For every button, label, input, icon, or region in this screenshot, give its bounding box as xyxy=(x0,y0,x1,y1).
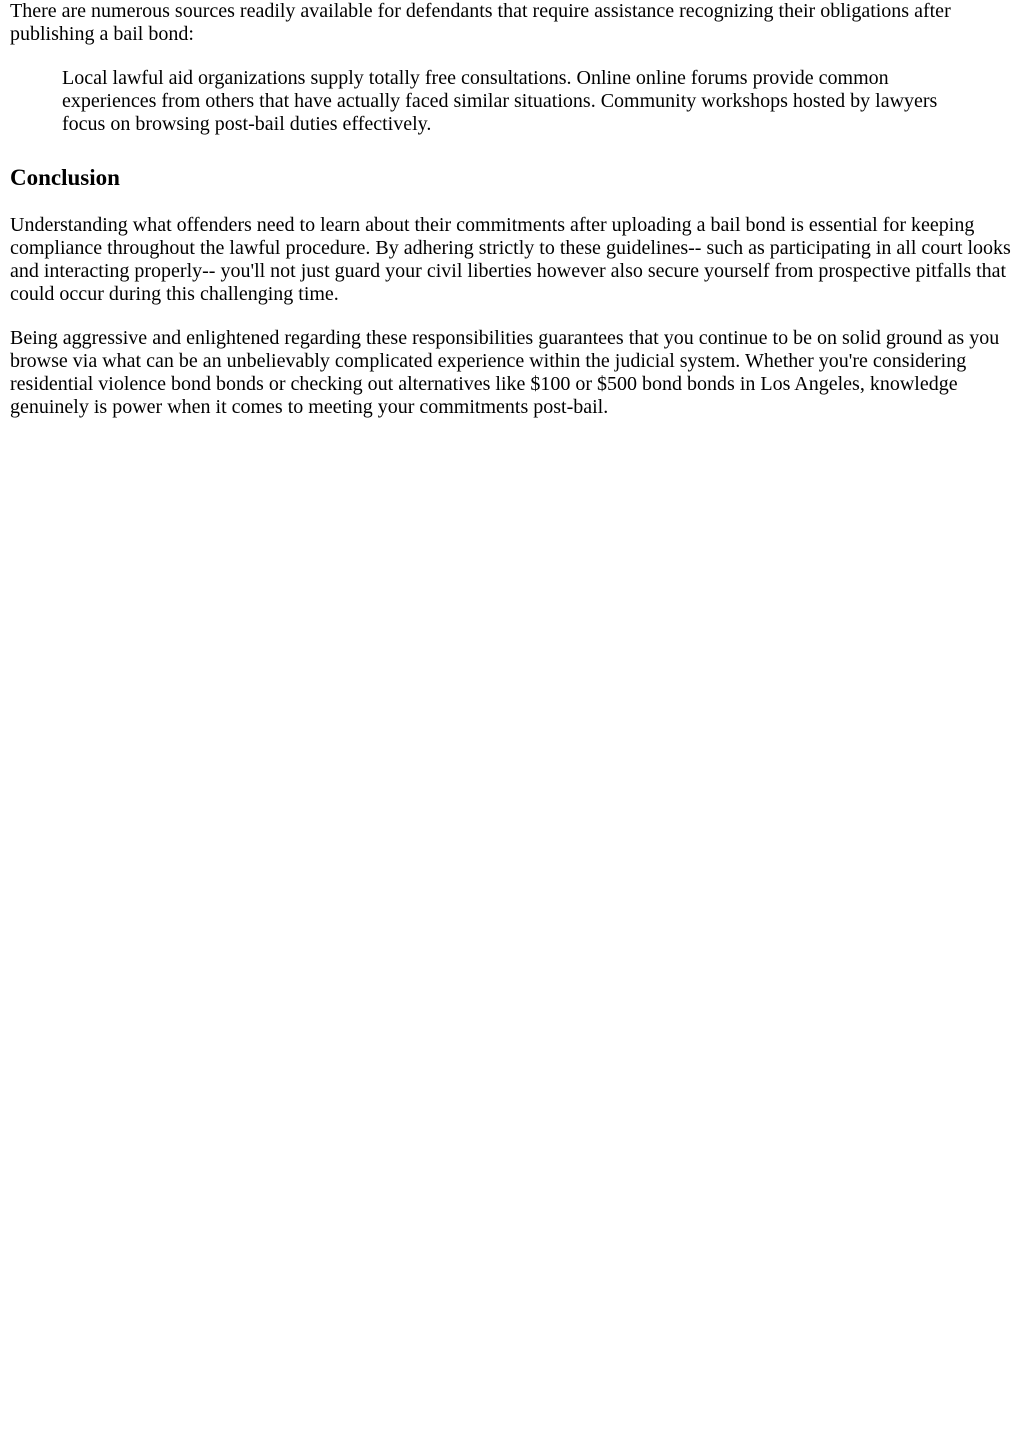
article-body xyxy=(0,0,1024,419)
resources-blockquote: Local lawful aid organizations supply totally free consultations. Online online forums provide common experiences from others that have actually faced similar situations. Community workshops hosted by lawyers focus on browsing post-bail duties effectively. xyxy=(62,67,938,135)
intro-paragraph: There are numerous sources readily available for defendants that require assistance recognizing their obligations after publishing a bail bond: xyxy=(10,0,951,45)
conclusion-paragraph-1: Understanding what offenders need to learn about their commitments after uploading a bail bond is essential for keeping compliance throughout the lawful procedure. By adhering strictly to these guidelines-- such as participating in all court looks and interacting properly-- you'll not just guard your civil liberties however also secure yourself from prospective pitfalls that could occur during this challenging time. xyxy=(10,214,1011,305)
conclusion-paragraph-2: Being aggressive and enlightened regarding these responsibilities guarantees that you continue to be on solid ground as you browse via what can be an unbelievably complicated experience within the judicial system. Whether you're considering residential violence bond bonds or checking out alternatives like $100 or $500 bond bonds in Los Angeles, knowledge genuinely is power when it comes to meeting your commitments post-bail. xyxy=(10,327,1000,418)
conclusion-heading: Conclusion xyxy=(10,165,120,190)
